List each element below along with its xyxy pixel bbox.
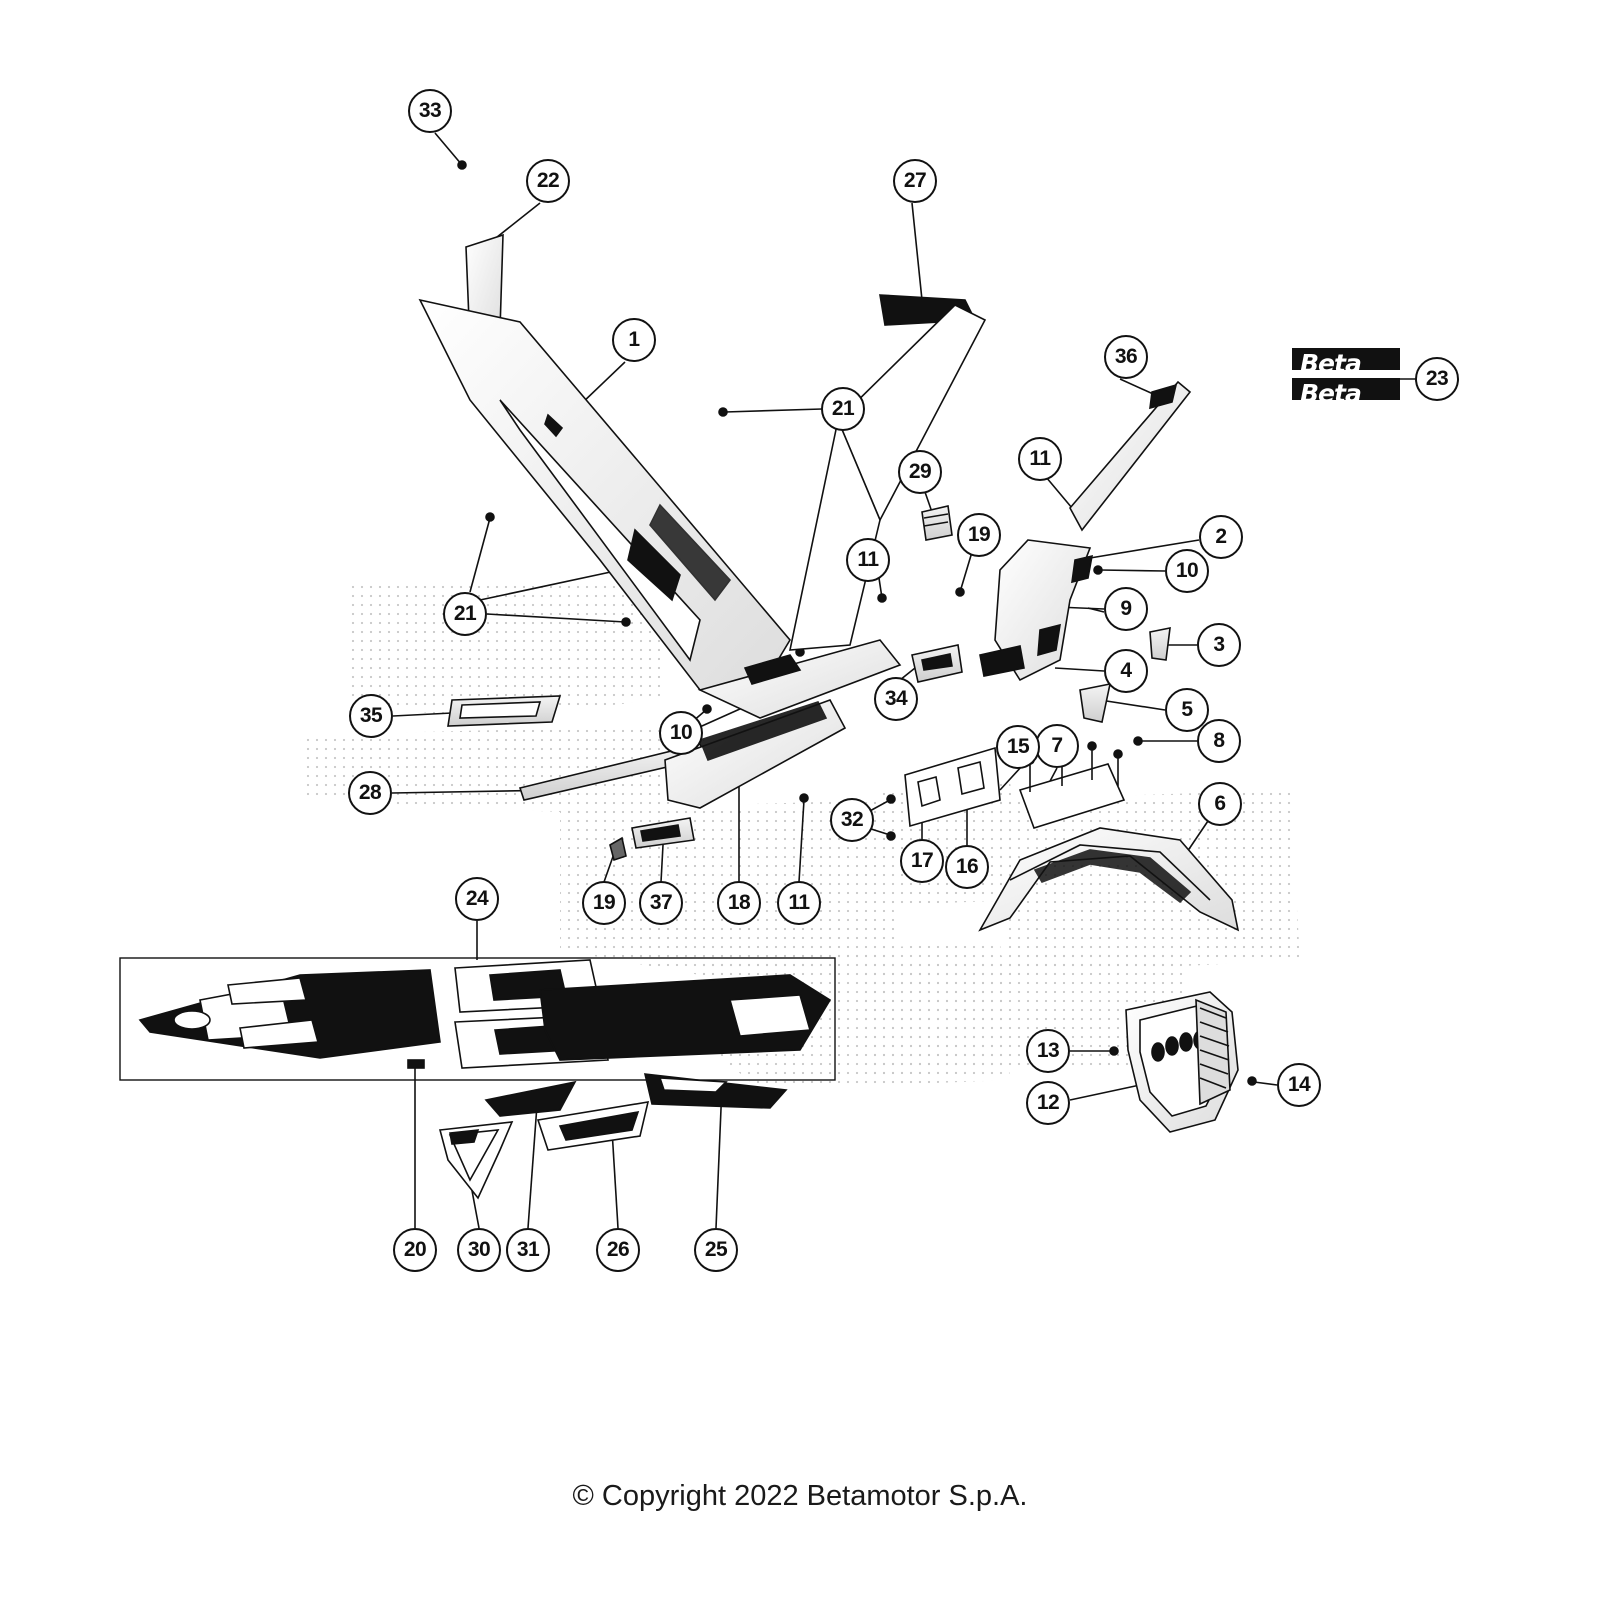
callout-7[interactable]: 7	[1035, 724, 1079, 768]
callout-16[interactable]: 16	[945, 845, 989, 889]
callout-25[interactable]: 25	[694, 1228, 738, 1272]
callout-19-bottom[interactable]: 19	[582, 881, 626, 925]
callout-11-bottom[interactable]: 11	[777, 881, 821, 925]
callout-10-right[interactable]: 10	[1165, 549, 1209, 593]
callout-5[interactable]: 5	[1165, 688, 1209, 732]
callout-31[interactable]: 31	[506, 1228, 550, 1272]
callout-9[interactable]: 9	[1104, 587, 1148, 631]
callout-34[interactable]: 34	[874, 677, 918, 721]
callout-11-top[interactable]: 11	[1018, 437, 1062, 481]
callout-14[interactable]: 14	[1277, 1063, 1321, 1107]
callout-12[interactable]: 12	[1026, 1081, 1070, 1125]
callout-6[interactable]: 6	[1198, 782, 1242, 826]
callout-28[interactable]: 28	[348, 771, 392, 815]
callout-18[interactable]: 18	[717, 881, 761, 925]
callout-20[interactable]: 20	[393, 1228, 437, 1272]
callout-33[interactable]: 33	[408, 89, 452, 133]
callout-17[interactable]: 17	[900, 839, 944, 883]
callout-8[interactable]: 8	[1197, 719, 1241, 763]
copyright-notice: © Copyright 2022 Betamotor S.p.A.	[572, 1480, 1028, 1512]
callout-2[interactable]: 2	[1199, 515, 1243, 559]
callout-24[interactable]: 24	[455, 877, 499, 921]
callout-35[interactable]: 35	[349, 694, 393, 738]
callout-10-left[interactable]: 10	[659, 711, 703, 755]
callout-30[interactable]: 30	[457, 1228, 501, 1272]
callout-29[interactable]: 29	[898, 450, 942, 494]
beta-brand-decal-bottom: Beta	[1300, 379, 1361, 408]
callout-4[interactable]: 4	[1104, 649, 1148, 693]
beta-brand-decal-top: Beta	[1300, 349, 1361, 378]
callout-27[interactable]: 27	[893, 159, 937, 203]
callout-23[interactable]: 23	[1415, 357, 1459, 401]
callout-15[interactable]: 15	[996, 725, 1040, 769]
callout-11-mid[interactable]: 11	[846, 538, 890, 582]
callout-13[interactable]: 13	[1026, 1029, 1070, 1073]
callout-37[interactable]: 37	[639, 881, 683, 925]
callout-32[interactable]: 32	[830, 798, 874, 842]
callout-1[interactable]: 1	[612, 318, 656, 362]
callout-22[interactable]: 22	[526, 159, 570, 203]
callout-21-top[interactable]: 21	[821, 387, 865, 431]
callout-19-top[interactable]: 19	[957, 513, 1001, 557]
callout-3[interactable]: 3	[1197, 623, 1241, 667]
callout-21-left[interactable]: 21	[443, 592, 487, 636]
callout-36[interactable]: 36	[1104, 335, 1148, 379]
callout-26[interactable]: 26	[596, 1228, 640, 1272]
